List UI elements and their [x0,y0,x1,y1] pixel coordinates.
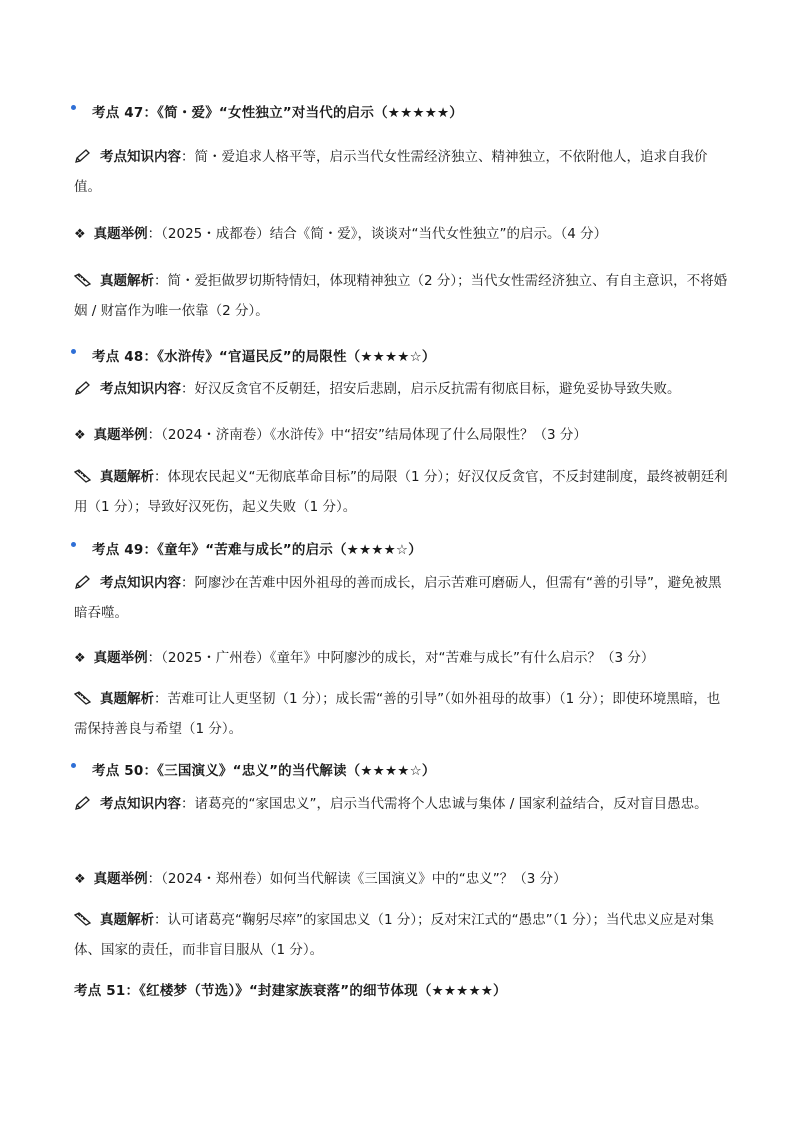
knowledge-label: 考点知识内容 [100,575,181,591]
section-heading-48: 考点 48：《水浒传》“官逼民反”的局限性（★★★★☆） [74,345,436,365]
ruler-pencil-icon [74,469,92,483]
knowledge-label: 考点知识内容 [100,149,181,165]
pencil-icon [74,381,92,395]
knowledge-label: 考点知识内容 [100,381,181,397]
example-label: 真题举例 [93,650,148,666]
analysis-text: ：体现农民起义“无彻底革命目标”的局限（1 分）；好汉仅反贪官，不反封建制度，最终被朝廷利用（1 分）；导致好汉死伤，起义失败（1 分）。 [74,469,728,515]
section-heading-47: 考点 47：《简・爱》“女性独立”对当代的启示（★★★★★） [74,101,463,121]
diamond-bullet-icon: ❖ [74,428,86,443]
diamond-bullet-icon: ❖ [74,872,86,887]
analysis-block-50 [74,905,730,965]
analysis-block-49 [74,684,730,744]
pencil-icon [74,796,92,810]
knowledge-text: ：好汉反贪官不反朝廷，招安后悲剧，启示反抗需有彻底目标，避免妥协导致失败。 [181,381,681,397]
knowledge-block-49 [74,568,730,628]
diamond-bullet-icon: ❖ [74,651,86,666]
knowledge-block-47 [74,142,730,202]
analysis-text: ：简・爱拒做罗切斯特情妇，体现精神独立（2 分）；当代女性需经济独立、有自主意识，不将婚姻 / 财富作为唯一依靠（2 分）。 [74,273,728,319]
example-label: 真题举例 [93,427,148,443]
section-heading-49: 考点 49：《童年》“苦难与成长”的启示（★★★★☆） [74,538,422,558]
example-text: ：（2025・广州卷）《童年》中阿廖沙的成长，对“苦难与成长”有什么启示？（3 分） [147,650,655,666]
section-heading-50: 考点 50：《三国演义》“忠义”的当代解读（★★★★☆） [74,759,436,779]
example-label: 真题举例 [93,226,148,242]
knowledge-text: ：诸葛亮的“家国忠义”，启示当代需将个人忠诚与集体 / 国家利益结合，反对盲目愚忠。 [181,796,708,812]
analysis-block-47 [74,266,730,326]
bullet-dot-icon [71,763,76,768]
ruler-pencil-icon [74,273,92,287]
example-block-49 [74,643,730,674]
example-text: ：（2025・成都卷）结合《简・爱》，谈谈对“当代女性独立”的启示。（4 分） [147,226,608,242]
knowledge-label: 考点知识内容 [100,796,181,812]
analysis-label: 真题解析 [100,469,154,485]
section-heading-51: 考点 51：《红楼梦（节选）》“封建家族衰落”的细节体现（★★★★★） [74,983,507,999]
example-label: 真题举例 [93,871,148,887]
bullet-dot-icon [71,542,76,547]
example-block-50 [74,864,730,895]
analysis-block-48 [74,462,730,522]
analysis-label: 真题解析 [100,912,154,928]
analysis-text: ：认可诸葛亮“鞠躬尽瘁”的家国忠义（1 分）；反对宋江式的“愚忠”（1 分）；当代忠义应是对集体、国家的责任，而非盲目服从（1 分）。 [74,912,714,958]
ruler-pencil-icon [74,912,92,926]
diamond-bullet-icon: ❖ [74,227,86,242]
ruler-pencil-icon [74,691,92,705]
analysis-label: 真题解析 [100,691,154,707]
knowledge-block-50 [74,789,730,819]
knowledge-block-48 [74,374,730,404]
knowledge-text: ：阿廖沙在苦难中因外祖母的善而成长，启示苦难可磨砺人，但需有“善的引导”，避免被黑暗吞噬。 [74,575,722,621]
example-block-48 [74,420,730,451]
example-text: ：（2024・郑州卷）如何当代解读《三国演义》中的“忠义”？（3 分） [147,871,567,887]
example-block-47 [74,219,730,250]
bullet-dot-icon [71,105,76,110]
analysis-label: 真题解析 [100,273,154,289]
example-text: ：（2024・济南卷）《水浒传》中“招安”结局体现了什么局限性？（3 分） [147,427,587,443]
analysis-text: ：苦难可让人更坚韧（1 分）；成长需“善的引导”（如外祖母的故事）（1 分）；即使环境黑暗，也需保持善良与希望（1 分）。 [74,691,721,737]
pencil-icon [74,575,92,589]
knowledge-text: ：简・爱追求人格平等，启示当代女性需经济独立、精神独立，不依附他人，追求自我价值。 [74,149,708,195]
bullet-dot-icon [71,349,76,354]
pencil-icon [74,149,92,163]
